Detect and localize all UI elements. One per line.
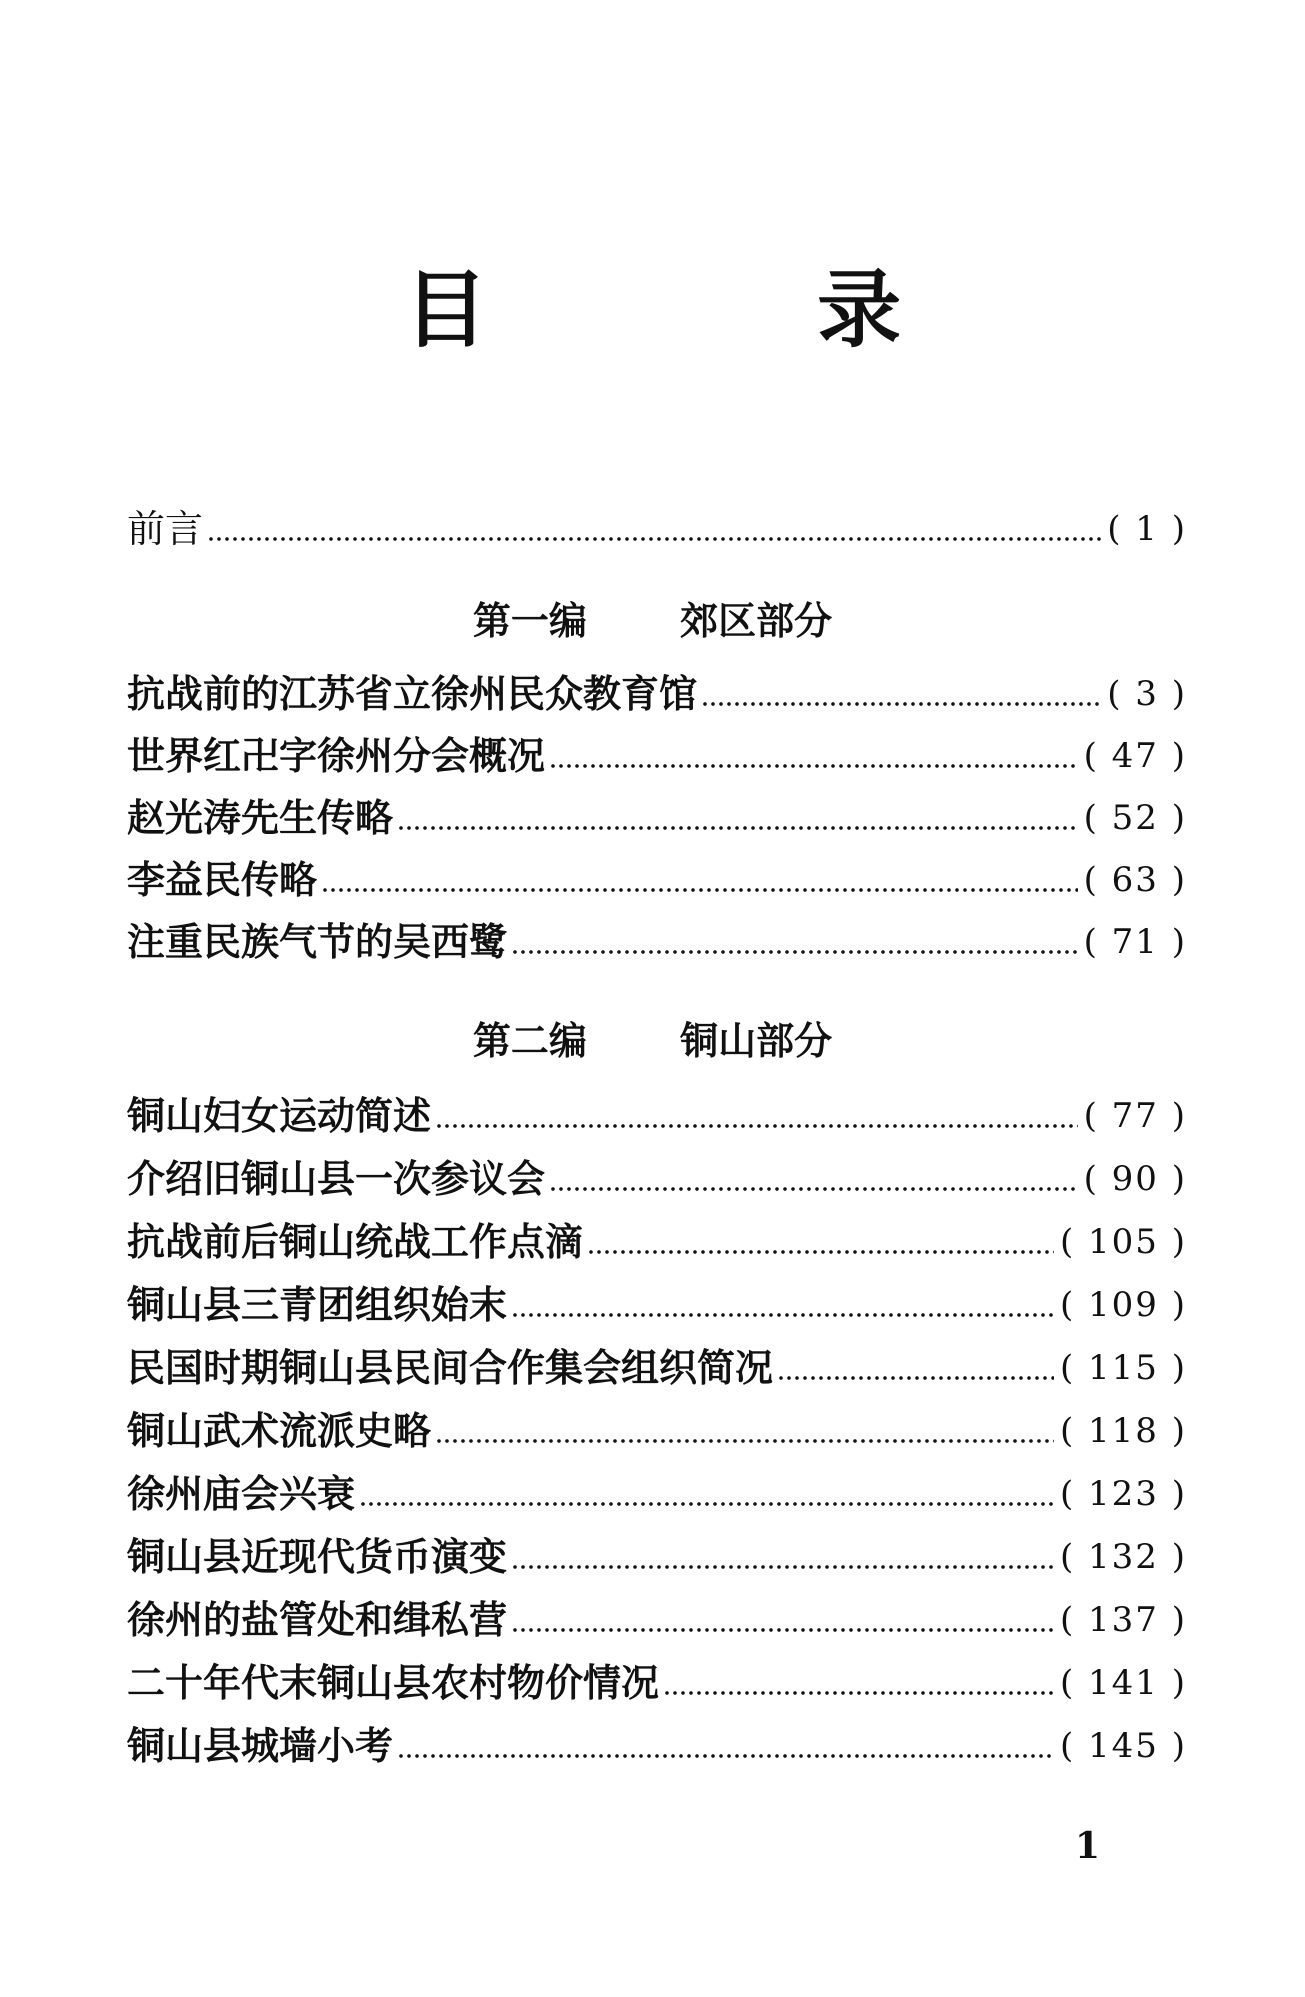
toc-entry (127, 1722, 1187, 1770)
toc-entry-page: ( 141 ) (1059, 1663, 1187, 1703)
toc-entry (127, 732, 1187, 780)
dot-leader (777, 1344, 1054, 1392)
dot-leader (321, 856, 1078, 904)
dot-leader (511, 1281, 1054, 1329)
toc-entry-page: ( 137 ) (1059, 1600, 1187, 1640)
toc-entry-title: 铜山县城墙小考 (127, 1724, 394, 1768)
dot-leader (549, 1155, 1078, 1203)
toc-entry-preface (127, 505, 1187, 553)
toc-entry (127, 1533, 1187, 1581)
section-part: 第二编 (472, 1019, 587, 1063)
toc-entry (127, 1092, 1187, 1140)
toc-entry-page: ( 118 ) (1059, 1411, 1187, 1451)
toc-entry-title: 抗战前的江苏省立徐州民众教育馆 (127, 672, 698, 716)
toc-entry-page: ( 123 ) (1059, 1474, 1187, 1514)
dot-leader (549, 732, 1078, 780)
toc-entry-page: ( 71 ) (1083, 922, 1187, 962)
page-number: 1 (1075, 1825, 1101, 1867)
toc-entry-title: 徐州庙会兴衰 (127, 1472, 356, 1516)
toc-entry-page: ( 90 ) (1083, 1159, 1187, 1199)
dot-leader (663, 1659, 1054, 1707)
toc-entry-page: ( 109 ) (1059, 1285, 1187, 1325)
toc-entry-page: ( 47 ) (1083, 736, 1187, 776)
toc-entry (127, 670, 1187, 718)
toc-entry (127, 1344, 1187, 1392)
toc-entry-title: 注重民族气节的吴西鹭 (127, 920, 508, 964)
toc-entry-title: 介绍旧铜山县一次参议会 (127, 1157, 546, 1201)
toc-entry-title: 世界红卍字徐州分会概况 (127, 734, 546, 778)
toc-entry (127, 1470, 1187, 1518)
toc-entry-title: 赵光涛先生传略 (127, 796, 394, 840)
section-name: 郊区部分 (680, 599, 833, 643)
toc-entry (127, 794, 1187, 842)
toc-entry-title: 前言 (127, 507, 204, 551)
dot-leader (397, 794, 1078, 842)
toc-entry-title: 二十年代末铜山县农村物价情况 (127, 1661, 660, 1705)
dot-leader (435, 1092, 1078, 1140)
dot-leader (435, 1407, 1054, 1455)
toc-entry-page: ( 1 ) (1107, 509, 1187, 549)
toc-entry-page: ( 52 ) (1083, 798, 1187, 838)
dot-leader (359, 1470, 1054, 1518)
toc-entry-page: ( 115 ) (1059, 1348, 1187, 1388)
toc-entry-page: ( 145 ) (1059, 1726, 1187, 1766)
toc-entry-title: 民国时期铜山县民间合作集会组织简况 (127, 1346, 774, 1390)
toc-entry (127, 1155, 1187, 1203)
toc-entry-page: ( 132 ) (1059, 1537, 1187, 1577)
dot-leader (701, 670, 1101, 718)
dot-leader (511, 1596, 1054, 1644)
section-name: 铜山部分 (680, 1019, 833, 1063)
toc-entry (127, 1659, 1187, 1707)
page-title: 目 录 (403, 261, 1052, 359)
section-heading-1 (0, 590, 1305, 645)
toc-entry (127, 1407, 1187, 1455)
toc-entry-title: 李益民传略 (127, 858, 318, 902)
toc-entry-title: 铜山武术流派史略 (127, 1409, 432, 1453)
toc-entry-title: 徐州的盐管处和缉私营 (127, 1598, 508, 1642)
toc-entry-page: ( 63 ) (1083, 860, 1187, 900)
section-heading-2 (0, 1010, 1305, 1065)
toc-entry-page: ( 77 ) (1083, 1096, 1187, 1136)
toc-entry (127, 918, 1187, 966)
dot-leader (511, 1533, 1054, 1581)
dot-leader (511, 918, 1078, 966)
toc-entry (127, 1218, 1187, 1266)
toc-entry (127, 856, 1187, 904)
toc-entry-title: 抗战前后铜山统战工作点滴 (127, 1220, 584, 1264)
toc-entry (127, 1596, 1187, 1644)
toc-entry-page: ( 105 ) (1059, 1222, 1187, 1262)
dot-leader (397, 1722, 1054, 1770)
toc-entry-title: 铜山妇女运动简述 (127, 1094, 432, 1138)
toc-entry-title: 铜山县近现代货币演变 (127, 1535, 508, 1579)
toc-entry-page: ( 3 ) (1107, 674, 1187, 714)
toc-entry (127, 1281, 1187, 1329)
dot-leader (587, 1218, 1054, 1266)
section-part: 第一编 (472, 599, 587, 643)
toc-entry-title: 铜山县三青团组织始末 (127, 1283, 508, 1327)
dot-leader (207, 505, 1101, 553)
